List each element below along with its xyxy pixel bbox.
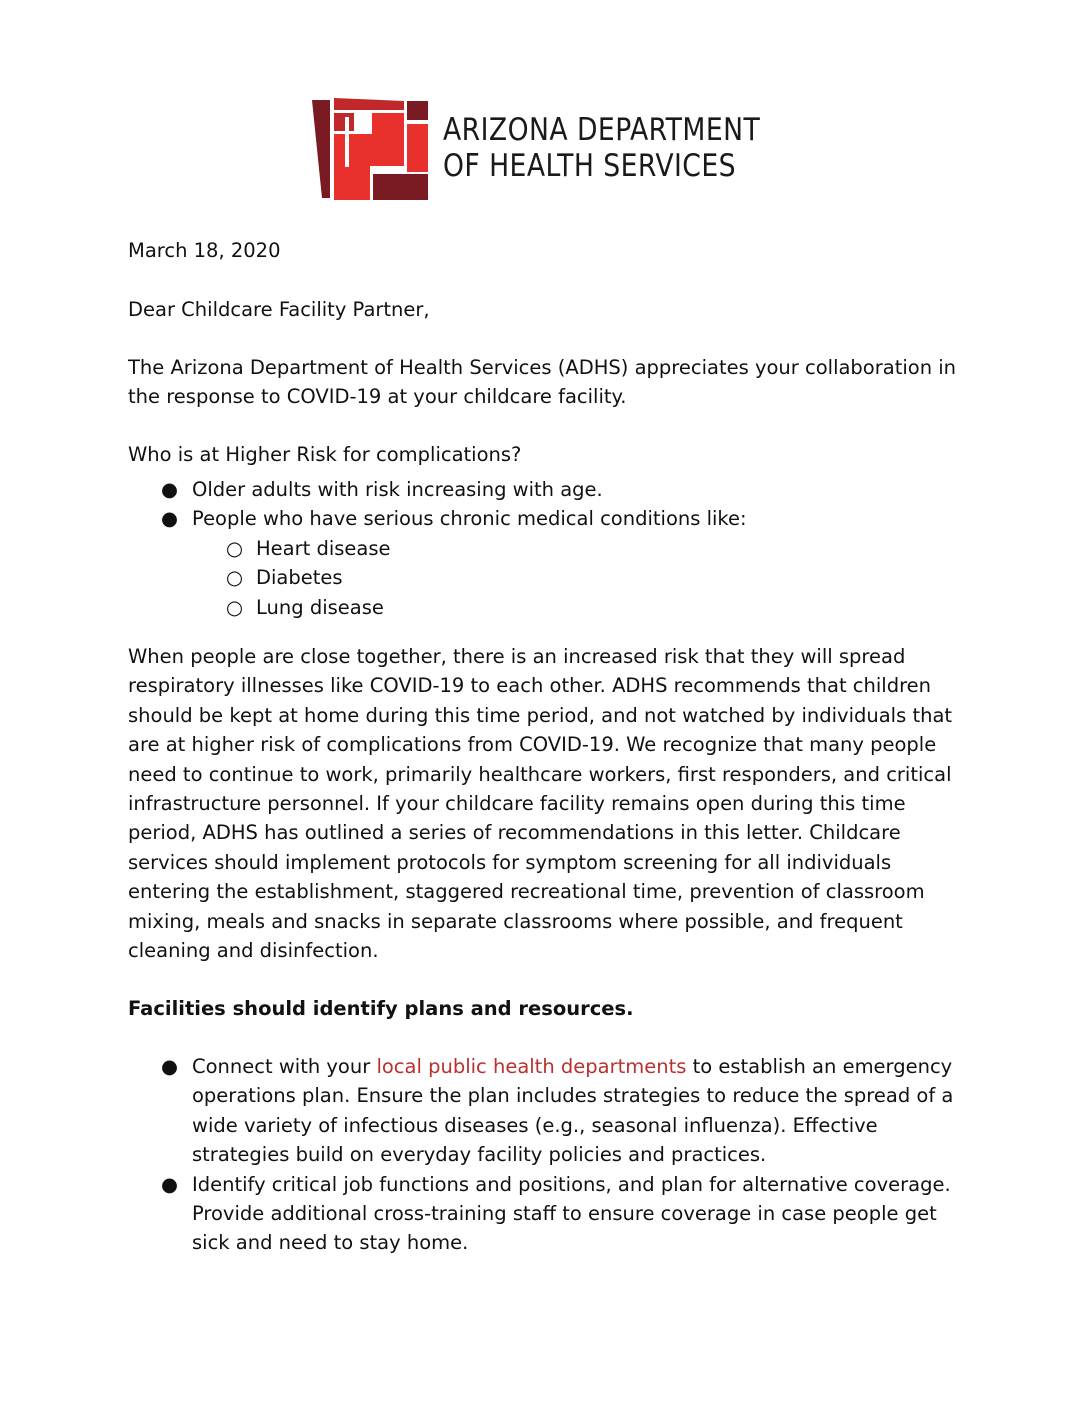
plans-heading: Facilities should identify plans and resources. [128, 997, 634, 1020]
condition-text: Heart disease [256, 536, 391, 560]
conditions-list [192, 534, 968, 622]
risk-question: Who is at Higher Risk for complications? [128, 443, 522, 466]
list-item [128, 1052, 968, 1170]
bullet-icon: ● [161, 507, 179, 531]
risk-item-text: Older adults with risk increasing with age. [192, 478, 603, 501]
plans-list [128, 1052, 968, 1258]
letter-salutation: Dear Childcare Facility Partner, [128, 298, 430, 321]
letter-date: March 18, 2020 [128, 239, 281, 262]
adhs-logo [312, 98, 792, 204]
adhs-logo-mark [312, 98, 432, 204]
plan-item-pre: Connect with your [192, 1055, 377, 1078]
local-health-departments-link[interactable]: local public health departments [376, 1055, 687, 1078]
risk-item-text: People who have serious chronic medical conditions like: [192, 507, 747, 531]
list-item [128, 504, 968, 622]
plan-item-post: to establish an emergency operations plan. Ensure the plan includes strategies to reduce the spread of a wide variety of infectious diseases (e.g., seasonal influenza). Effective strategies build on everyday facility policies and practices. [192, 1055, 954, 1167]
bullet-icon: ● [161, 1055, 179, 1078]
condition-text: Lung disease [256, 595, 384, 619]
circle-bullet-icon: ○ [226, 566, 244, 590]
list-item [192, 534, 968, 563]
bullet-icon: ● [161, 478, 179, 501]
list-item [128, 475, 968, 504]
list-item [192, 563, 968, 592]
condition-text: Diabetes [256, 566, 343, 590]
circle-bullet-icon: ○ [226, 595, 244, 619]
circle-bullet-icon: ○ [226, 536, 244, 560]
adhs-logo-wordmark [443, 112, 760, 184]
list-item [128, 1170, 968, 1258]
logo-line-1: ARIZONA DEPARTMENT [443, 112, 761, 148]
plan-item-text: Identify critical job functions and positions, and plan for alternative coverage. Provide additional cross-training staff to ensure coverage in case people get sick and need to stay home. [192, 1172, 951, 1255]
risk-list [128, 475, 968, 622]
logo-line-2: OF HEALTH SERVICES [443, 148, 736, 184]
list-item [192, 593, 968, 622]
spread-paragraph: When people are close together, there is an increased risk that they will spread respiratory illnesses like COVID-19 to each other. ADHS recommends that children should be kept at home during this time period, and not watched by individuals that are at higher risk of complications from COVID-19. We recognize that many people need to continue to work, primarily healthcare workers, first responders, and critical infrastructure personnel. If your childcare facility remains open during this time period, ADHS has outlined a series of recommendations in this letter. Childcare services should implement protocols for symptom screening for all individuals entering the establishment, staggered recreational time, prevention of classroom mixing, meals and snacks in separate classrooms where possible, and frequent cleaning and disinfection. [128, 645, 953, 963]
intro-paragraph: The Arizona Department of Health Services (ADHS) appreciates your collaboration in the response to COVID-19 at your childcare facility. [128, 356, 957, 409]
bullet-icon: ● [161, 1172, 179, 1196]
